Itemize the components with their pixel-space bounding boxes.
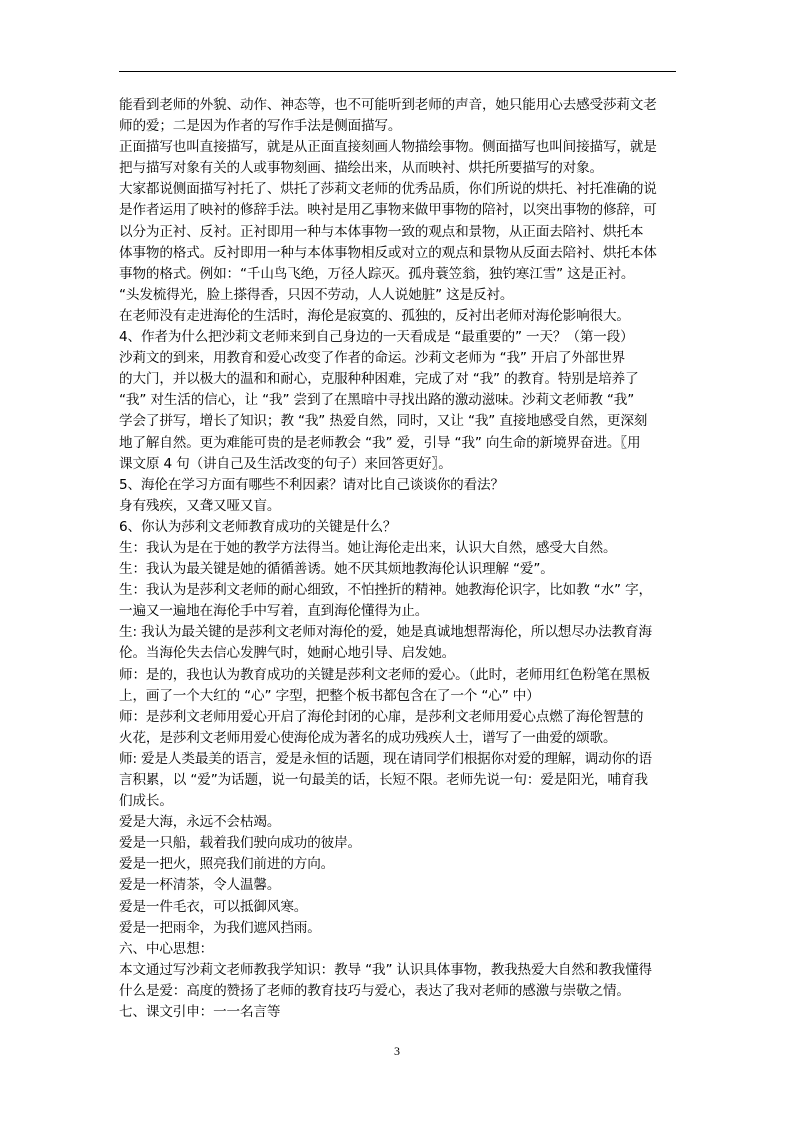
text-line: 生：我认为是莎利文老师的耐心细致，不怕挫折的精神。她教海伦识字，比如教 “水” 字， [119,582,652,599]
text-line: 本文通过写沙莉文老师教我学知识：教导 “我” 认识具体事物，教我热爱大自然和教我懂得 [119,961,652,978]
text-line: 爱是一把火，照亮我们前进的方向。 [119,856,335,873]
text-line: 师的爱；二是因为作者的写作手法是侧面描写。 [119,118,402,135]
text-line: 能看到老师的外貌、动作、神态等，也不可能听到老师的声音，她只能用心去感受莎莉文老 [119,97,657,113]
text-line: 地了解自然。更为难能可贵的是老师教会 “我” 爱，引导 “我” 向生命的新境界奋进。〖用 [119,434,641,451]
text-line: 爱是大海，永远不会枯竭。 [119,814,281,831]
text-line: 大家都说侧面描写衬托了、烘托了莎莉文老师的优秀品质，你们所说的烘托、衬托准确的说 [119,181,657,198]
text-line: 生：我认为是在于她的教学方法得当。她让海伦走出来，认识大自然，感受大自然。 [119,539,617,556]
text-line: 生: 我认为最关键的是莎利文老师对海伦的爱，她是真诚地想帮海伦，所以想尽办法教育海 [119,624,652,641]
text-line: 什么是爱：高度的赞扬了老师的教育技巧与爱心，表达了我对老师的感激与崇敬之情。 [119,982,630,999]
text-line: 课文原 4 句（讲自己及生活改变的句子）来回答更好〗。 [119,455,452,472]
text-line: 爱是一杯清茶，令人温馨。 [119,877,281,894]
text-line: 言积累，以 “爱”为话题，说一句最美的话，长短不限。老师先说一句：爱是阳光，哺育我 [119,772,648,788]
text-line: 正面描写也叫直接描写，就是从正面直接刻画人物描绘事物。侧面描写也叫间接描写，就是 [119,139,657,156]
text-line: 上，画了一个大红的 “心” 字型，把整个板书都包含在了一个 “心” 中） [119,687,540,704]
text-line: 爱是一把雨伞，为我们遮风挡雨。 [119,919,321,936]
text-line: 们成长。 [119,793,173,810]
text-line: 师：是莎利文老师用爱心开启了海伦封闭的心扉，是莎利文老师用爱心点燃了海伦智慧的 [119,708,644,725]
header-rule [119,71,676,72]
text-line: 师: 爱是人类最美的语言，爱是永恒的话题，现在请同学们根据你对爱的理解，调动你的语 [119,750,652,767]
page-number: 3 [394,1044,400,1058]
question-heading: 6、你认为莎利文老师教育成功的关键是什么？ [119,518,397,535]
text-line: 沙莉文的到来，用教育和爱心改变了作者的命运。沙莉文老师为 “我” 开启了外部世界 [119,350,626,367]
section-heading: 六、中心思想： [119,940,214,957]
text-line: 身有残疾，又聋又哑又盲。 [119,497,281,514]
text-line: 以分为正衬、反衬。正衬即用一种与本体事物一致的观点和景物，从正面去陪衬、烘托本 [119,223,644,240]
text-line: 生：我认为最关键是她的循循善诱。她不厌其烦地教海伦认识理解 “爱”。 [119,561,554,578]
text-line: 学会了拼写，增长了知识；教 “我” 热爱自然，同时，又让 “我” 直接地感受自然，更深刻 [119,413,648,430]
text-line: 是作者运用了映衬的修辞手法。映衬是用乙事物来做甲事物的陪衬，以突出事物的修辞，可 [119,202,657,219]
text-line: 在老师没有走进海伦的生活时，海伦是寂寞的、孤独的，反衬出老师对海伦影响很大。 [119,307,630,324]
text-line: “我” 对生活的信心，让 “我” 尝到了在黑暗中寻找出路的激动滋味。沙莉文老师教 “我” [119,392,635,409]
text-line: 火花，是莎利文老师用爱心使海伦成为著名的成功残疾人士，谱写了一曲爱的颂歌。 [119,729,617,746]
question-heading: 4、作者为什么把沙莉文老师来到自己身边的一天看成是 “最重要的” 一天？（第一段） [119,329,634,346]
text-line: 爱是一件毛衣，可以抵御风寒。 [119,898,308,915]
document-body [119,95,679,1023]
text-line: 事物的格式。例如：“千山鸟飞绝，万径人踪灭。孤舟蓑笠翁，独钓寒江雪” 这是正衬。 [119,265,635,282]
text-line: “头发梳得光，脸上搽得香，只因不劳动，人人说她脏” 这是反衬。 [119,286,514,303]
text-line: 师：是的，我也认为教育成功的关键是莎利文老师的爱心。（此时，老师用红色粉笔在黑板 [119,666,650,683]
text-line: 伦。当海伦失去信心发脾气时，她耐心地引导、启发她。 [119,645,456,662]
question-heading: 5、海伦在学习方面有哪些不利因素？请对比自己谈谈你的看法？ [119,476,504,493]
text-line: 的大门，并以极大的温和和耐心，克服种种困难，完成了对 “我” 的教育。特别是培养了 [119,371,639,388]
section-heading: 七、课文引申：一一名言等 [119,1004,281,1021]
text-line: 体事物的格式。反衬即用一种与本体事物相反或对立的观点和景物从反面去陪衬、烘托本体 [119,244,657,261]
text-line: 爱是一只船，载着我们驶向成功的彼岸。 [119,835,361,852]
text-line: 把与描写对象有关的人或事物刻画、描绘出来，从而映衬、烘托所要描写的对象。 [119,160,603,177]
text-line: 一遍又一遍地在海伦手中写着，直到海伦懂得为止。 [119,603,429,620]
